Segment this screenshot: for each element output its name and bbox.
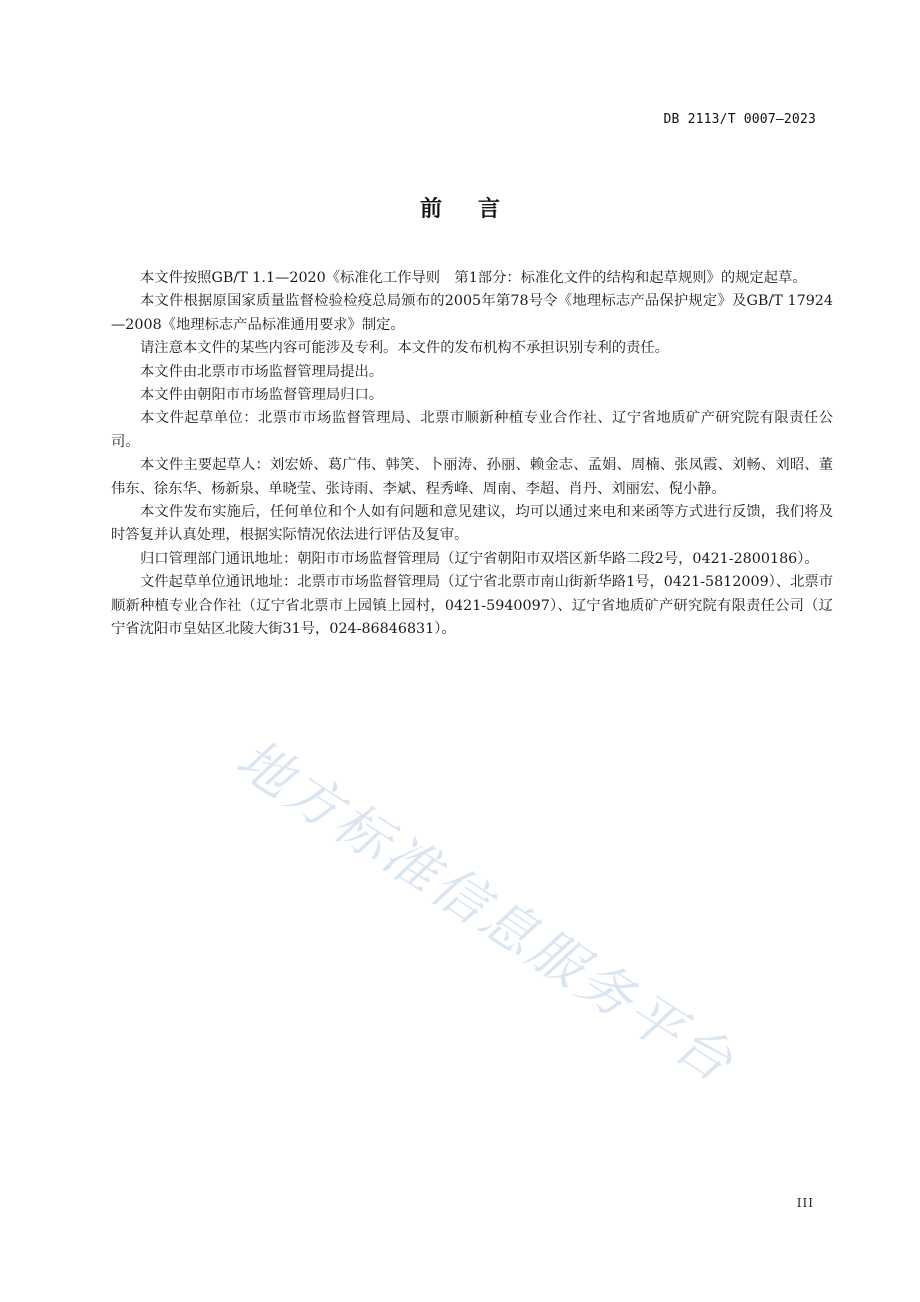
paragraph-patent-notice: 请注意本文件的某些内容可能涉及专利。本文件的发布机构不承担识别专利的责任。	[140, 340, 669, 357]
paragraph-proposer: 本文件由北票市市场监督管理局提出。	[140, 363, 384, 380]
paragraph-drafting-basis: 本文件按照GB/T 1.1—2020《标准化工作导则 第1部分：标准化文件的结构和起草规则》的规定起草。	[140, 270, 807, 286]
page-number: III	[796, 1196, 814, 1210]
standard-code: DB 2113/T 0007—2023	[663, 112, 816, 127]
watermark: 地方标准信息服务平台	[225, 726, 747, 1096]
page-title: 前言	[419, 197, 536, 222]
paragraph-drafters: 本文件主要起草人：刘宏娇、葛广伟、韩笑、卜丽涛、孙丽、赖金志、孟娟、周楠、张凤霞、刘畅、刘昭、董伟东、徐东华、杨新泉、单晓莹、张诗雨、李斌、程秀峰、周南、李超、肖丹、刘丽宏、倪小静。	[111, 457, 833, 497]
paragraph-drafting-units: 本文件起草单位：北票市市场监督管理局、北票市顺新种植专业合作社、辽宁省地质矿产研究院有限责任公司。	[111, 410, 833, 450]
paragraph-admin-address: 归口管理部门通讯地址：朝阳市市场监督管理局（辽宁省朝阳市双塔区新华路二段2号，0421-2800186）。	[140, 550, 819, 567]
paragraph-administrator: 本文件由朝阳市市场监督管理局归口。	[140, 387, 384, 404]
foreword-body	[111, 267, 833, 642]
paragraph-drafter-addresses: 文件起草单位通讯地址：北票市市场监督管理局（辽宁省北票市南山街新华路1号，0421-5812009）、北票市顺新种植专业合作社（辽宁省北票市上园镇上园村，0421-5940097）、辽宁省地质矿产研究院有限责任公司（辽宁省沈阳市皇姑区北陵大街31号，024-86846831）。	[111, 574, 834, 638]
paragraph-feedback: 本文件发布实施后，任何单位和个人如有问题和意见建议，均可以通过来电和来函等方式进行反馈，我们将及时答复并认真处理，根据实际情况依法进行评估及复审。	[111, 504, 833, 544]
paragraph-legal-basis: 本文件根据原国家质量监督检验检疫总局颁布的2005年第78号令《地理标志产品保护规定》及GB/T 17924—2008《地理标志产品标准通用要求》制定。	[111, 293, 833, 333]
